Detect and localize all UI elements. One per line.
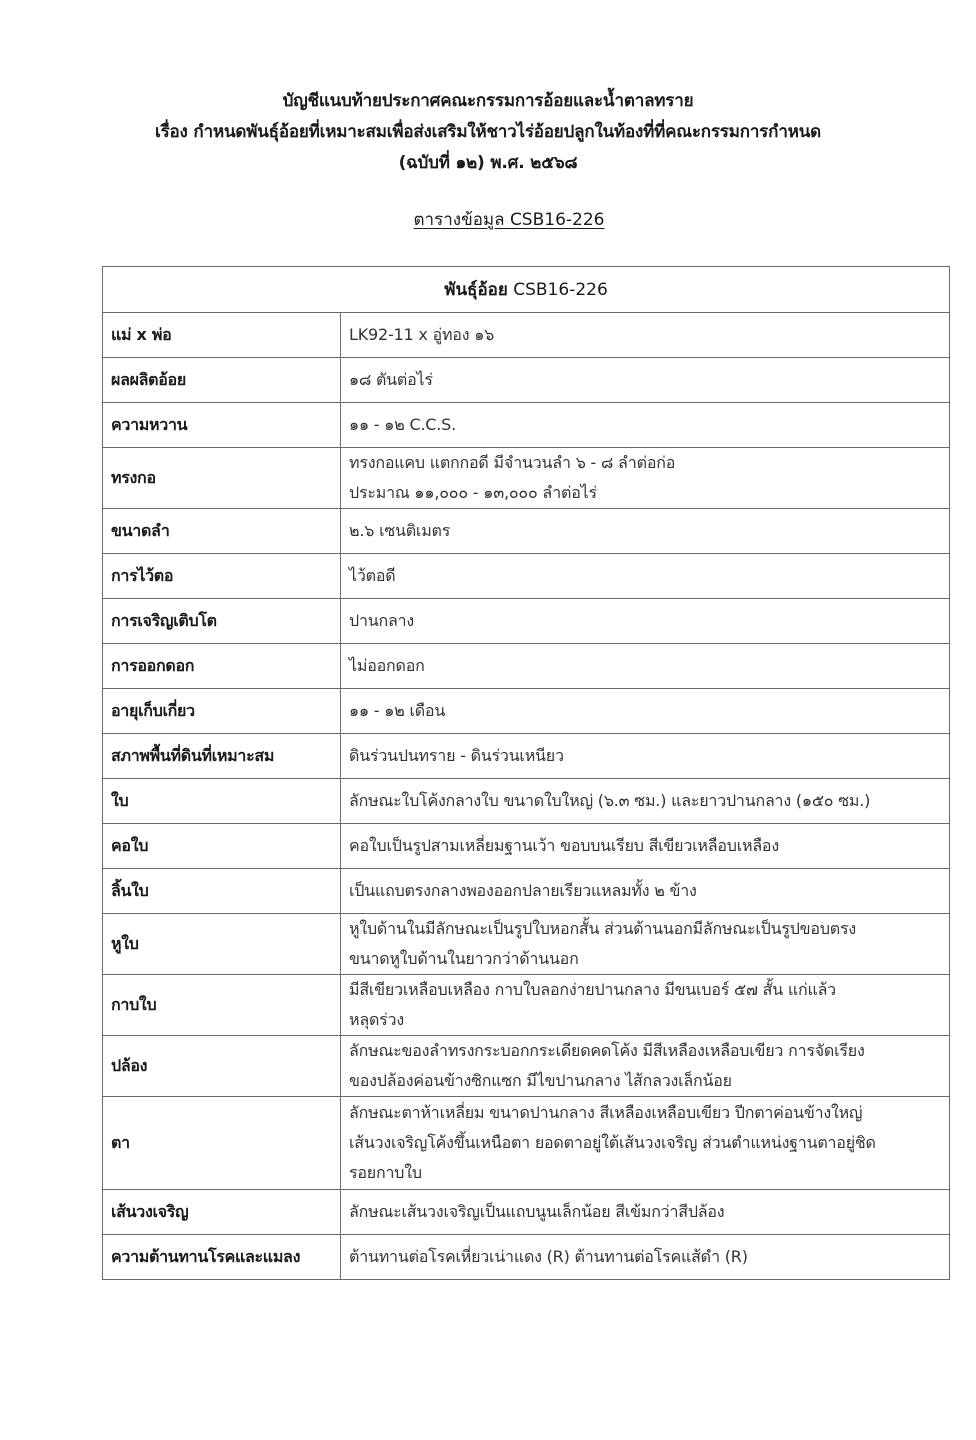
table-row	[103, 975, 950, 1036]
row-value	[341, 1190, 950, 1235]
table-row	[103, 358, 950, 403]
value-line: ดินร่วนปนทราย - ดินร่วนเหนียว	[349, 746, 564, 765]
row-label: การไว้ตอ	[103, 554, 341, 599]
document-header	[0, 86, 976, 179]
row-value	[341, 734, 950, 779]
value-line: ๒.๖ เซนติเมตร	[349, 521, 451, 540]
value-line: ขนาดหูใบด้านในยาวกว่าด้านนอก	[349, 949, 579, 968]
table-row	[103, 448, 950, 509]
value-line: ของปล้องค่อนข้างซิกแซก มีไขปานกลาง ไส้กลวงเล็กน้อย	[349, 1071, 732, 1090]
row-label: ลิ้นใบ	[103, 869, 341, 914]
row-label: ความหวาน	[103, 403, 341, 448]
value-line: ๑๑ - ๑๒ เดือน	[349, 701, 446, 720]
row-label: การเจริญเติบโต	[103, 599, 341, 644]
value-line: รอยกาบใบ	[349, 1163, 422, 1182]
table-row	[103, 599, 950, 644]
table-row	[103, 824, 950, 869]
row-label: สภาพพื้นที่ดินที่เหมาะสม	[103, 734, 341, 779]
table-row	[103, 644, 950, 689]
row-label: คอใบ	[103, 824, 341, 869]
value-line: ลักษณะตาห้าเหลี่ยม ขนาดปานกลาง สีเหลืองเหลือบเขียว ปีกตาค่อนข้างใหญ่	[349, 1103, 863, 1122]
value-line: LK92-11 x อู่ทอง ๑๖	[349, 325, 495, 344]
table-row	[103, 1235, 950, 1280]
header-line-1: บัญชีแนบท้ายประกาศคณะกรรมการอ้อยและน้ำตาลทราย	[282, 91, 694, 111]
value-line: คอใบเป็นรูปสามเหลี่ยมฐานเว้า ขอบบนเรียบ สีเขียวเหลือบเหลือง	[349, 836, 779, 855]
row-value	[341, 689, 950, 734]
table-row	[103, 1190, 950, 1235]
row-value	[341, 1235, 950, 1280]
value-line: หูใบด้านในมีลักษณะเป็นรูปใบหอกสั้น ส่วนด้านนอกมีลักษณะเป็นรูปขอบตรง	[349, 919, 856, 938]
table-title	[103, 267, 950, 313]
value-line: ๑๘ ตันต่อไร่	[349, 370, 433, 389]
row-value	[341, 448, 950, 509]
value-line: เป็นแถบตรงกลางพองออกปลายเรียวแหลมทั้ง ๒ ข้าง	[349, 881, 697, 900]
row-label: เส้นวงเจริญ	[103, 1190, 341, 1235]
value-line: ไม่ออกดอก	[349, 656, 425, 675]
row-value	[341, 975, 950, 1036]
row-value	[341, 554, 950, 599]
table-row	[103, 869, 950, 914]
value-line: ลักษณะใบโค้งกลางใบ ขนาดใบใหญ่ (๖.๓ ซม.) และยาวปานกลาง (๑๕๐ ซม.)	[349, 791, 871, 810]
table-title-prefix: พันธุ์อ้อย	[444, 279, 508, 300]
value-line: มีสีเขียวเหลือบเหลือง กาบใบลอกง่ายปานกลาง มีขนเบอร์ ๕๗ สั้น แก่แล้ว	[349, 980, 836, 999]
row-value	[341, 824, 950, 869]
row-value	[341, 914, 950, 975]
row-label: ปล้อง	[103, 1036, 341, 1097]
table-title-variety: CSB16-226	[513, 279, 608, 300]
table-row	[103, 734, 950, 779]
row-label: ทรงกอ	[103, 448, 341, 509]
table-caption	[0, 206, 976, 234]
row-value	[341, 509, 950, 554]
row-label: ความต้านทานโรคและแมลง	[103, 1235, 341, 1280]
table-row	[103, 554, 950, 599]
value-line: ปานกลาง	[349, 611, 414, 630]
value-line: ลักษณะของลำทรงกระบอกกระเดียดคดโค้ง มีสีเหลืองเหลือบเขียว การจัดเรียง	[349, 1041, 865, 1060]
table-row	[103, 1097, 950, 1190]
row-value	[341, 1097, 950, 1190]
row-label: กาบใบ	[103, 975, 341, 1036]
row-value	[341, 403, 950, 448]
row-label: แม่ x พ่อ	[103, 313, 341, 358]
row-label: ขนาดลำ	[103, 509, 341, 554]
row-value	[341, 358, 950, 403]
row-value	[341, 599, 950, 644]
value-line: ๑๑ - ๑๒ C.C.S.	[349, 415, 457, 434]
value-line: ไว้ตอดี	[349, 566, 396, 585]
value-line: หลุดร่วง	[349, 1010, 404, 1029]
table-row	[103, 403, 950, 448]
table-row	[103, 914, 950, 975]
row-value	[341, 869, 950, 914]
value-line: ทรงกอแคบ แตกกอดี มีจำนวนลำ ๖ - ๘ ลำต่อก่อ	[349, 453, 676, 472]
row-label: ใบ	[103, 779, 341, 824]
row-label: ผลผลิตอ้อย	[103, 358, 341, 403]
table-row	[103, 689, 950, 734]
table-row	[103, 313, 950, 358]
row-label: อายุเก็บเกี่ยว	[103, 689, 341, 734]
table-row	[103, 779, 950, 824]
row-value	[341, 1036, 950, 1097]
row-value	[341, 644, 950, 689]
table-row	[103, 509, 950, 554]
row-label: หูใบ	[103, 914, 341, 975]
variety-spec-table	[102, 266, 950, 1280]
row-label: การออกดอก	[103, 644, 341, 689]
header-line-2: เรื่อง กำหนดพันธุ์อ้อยที่เหมาะสมเพื่อส่งเสริมให้ชาวไร่อ้อยปลูกในท้องที่ที่คณะกรรมการกำหนด	[154, 122, 822, 142]
table-row	[103, 1036, 950, 1097]
row-value	[341, 313, 950, 358]
header-line-3: (ฉบับที่ ๑๒) พ.ศ. ๒๕๖๘	[398, 153, 578, 173]
row-value	[341, 779, 950, 824]
table-caption-text: ตารางข้อมูล CSB16-226	[413, 210, 605, 230]
value-line: ลักษณะเส้นวงเจริญเป็นแถบนูนเล็กน้อย สีเข้มกว่าสีปล้อง	[349, 1202, 725, 1221]
value-line: ประมาณ ๑๑,๐๐๐ - ๑๓,๐๐๐ ลำต่อไร่	[349, 483, 597, 502]
value-line: ต้านทานต่อโรคเหี่ยวเน่าแดง (R) ต้านทานต่อโรคแส้ดำ (R)	[349, 1247, 748, 1266]
row-label: ตา	[103, 1097, 341, 1190]
value-line: เส้นวงเจริญโค้งขึ้นเหนือตา ยอดตาอยู่ใต้เส้นวงเจริญ ส่วนตำแหน่งฐานตาอยู่ชิด	[349, 1133, 876, 1152]
